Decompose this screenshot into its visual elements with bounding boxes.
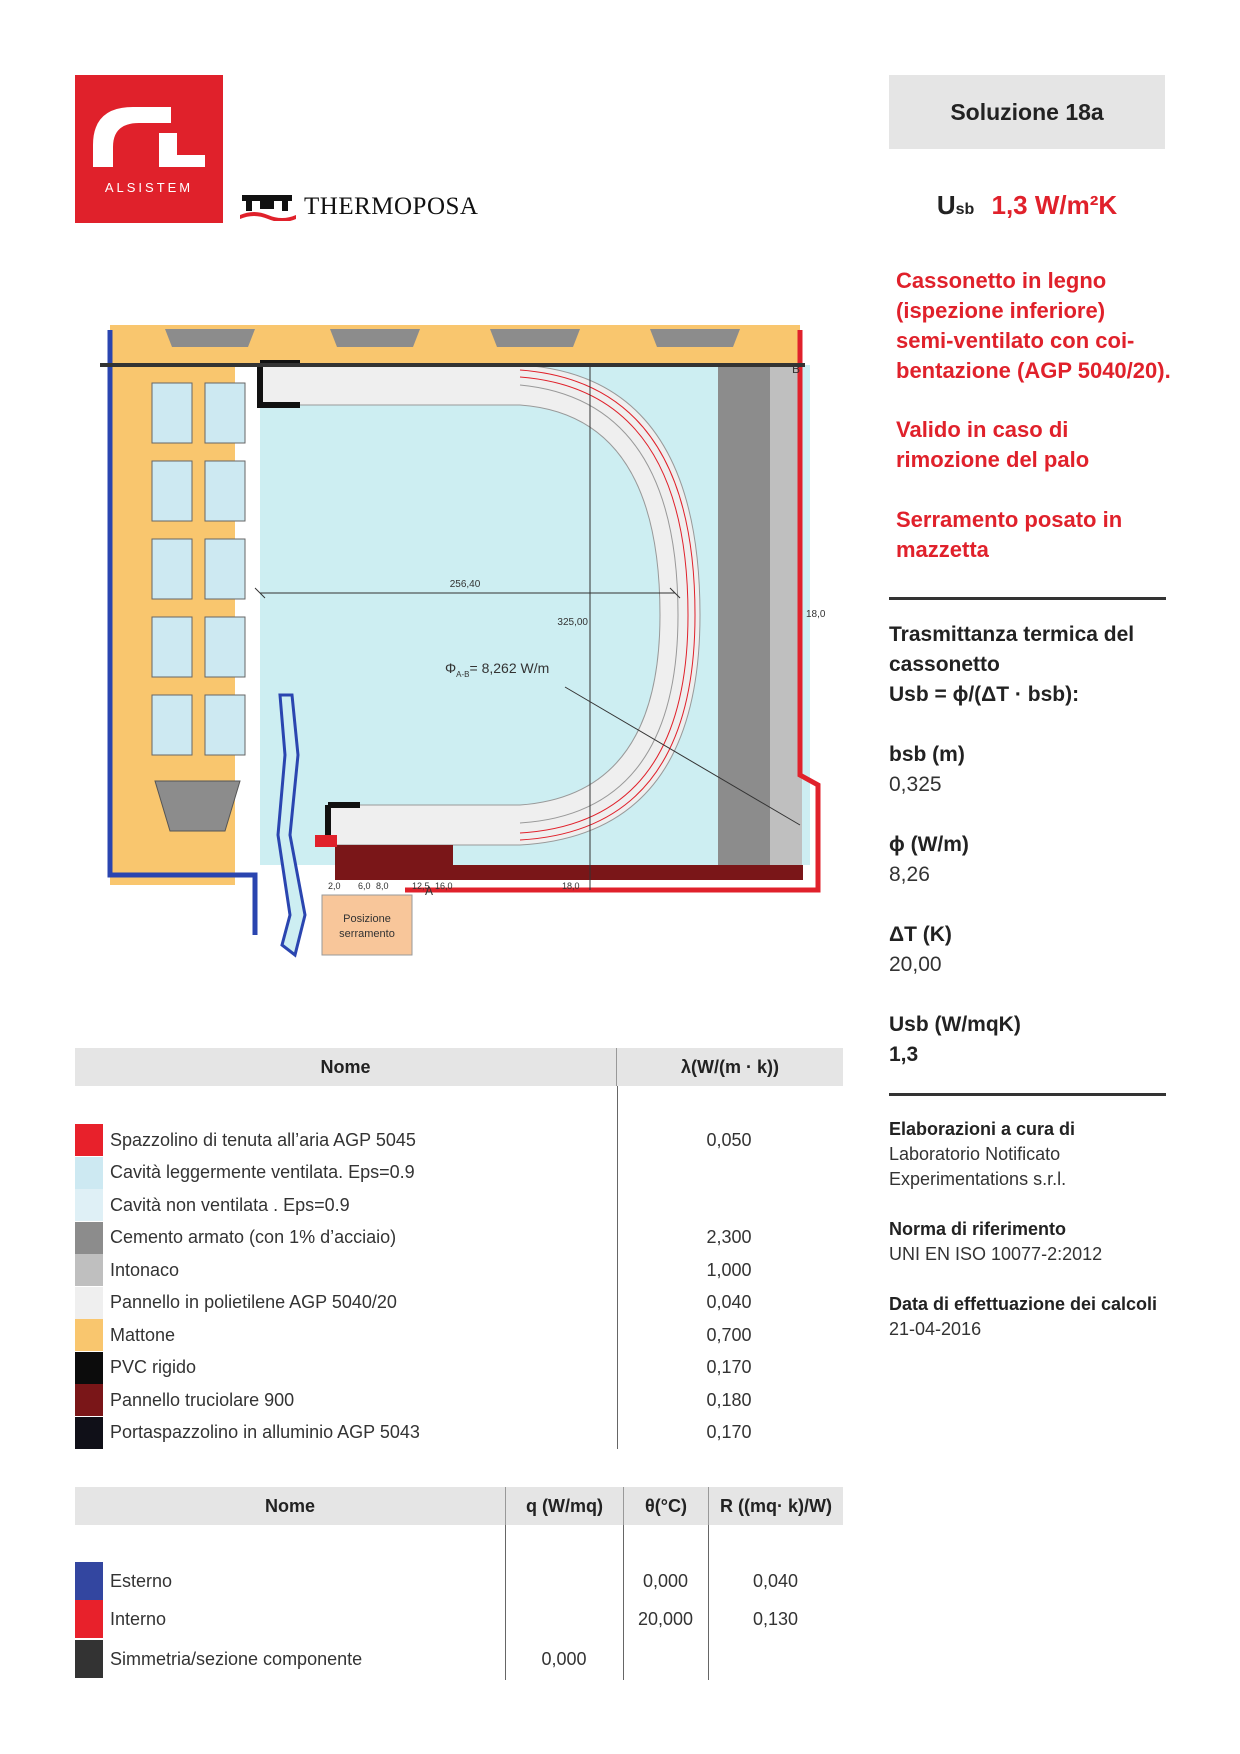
- boundary-row: [75, 1640, 845, 1678]
- col-lambda-header: λ(W/(m · k)): [681, 1056, 779, 1077]
- material-name: Portaspazzolino in alluminio AGP 5043: [110, 1422, 420, 1442]
- boundary-row: [75, 1562, 845, 1600]
- alsistem-logo: [75, 75, 223, 223]
- material-row: [75, 1254, 845, 1286]
- info-value: Laboratorio Notificato: [889, 1144, 1061, 1164]
- material-lambda: 1,000: [706, 1259, 752, 1280]
- bottom-dim: 2,0: [328, 881, 341, 891]
- usb-value: 1,3 W/m²K: [991, 190, 1118, 220]
- boundary-q: 0,000: [541, 1648, 587, 1669]
- info-value: Experimentations s.r.l.: [889, 1169, 1067, 1189]
- material-swatch: [75, 1287, 103, 1319]
- bottom-dim: 18,0: [562, 881, 580, 891]
- info-label: Norma di riferimento: [889, 1219, 1067, 1239]
- thermoposa-logo: [240, 192, 478, 222]
- material-row: [75, 1189, 845, 1221]
- chipboard-sill: [335, 845, 453, 880]
- note-line: Cassonetto in legno: [896, 268, 1107, 293]
- material-lambda: 0,050: [706, 1129, 752, 1150]
- divider: [889, 1093, 1166, 1096]
- material-name: Pannello in polietilene AGP 5040/20: [110, 1292, 397, 1312]
- divider: [889, 597, 1166, 600]
- col-r-header: R ((mq· k)/W): [720, 1495, 832, 1516]
- material-row: [75, 1157, 845, 1189]
- brand-name: THERMOPOSA: [304, 193, 479, 220]
- material-swatch: [75, 1384, 103, 1416]
- material-name: Cemento armato (con 1% d’acciaio): [110, 1227, 397, 1247]
- page-title: Soluzione 18a: [889, 75, 1165, 149]
- usb-sub: sb: [955, 201, 975, 218]
- boundary-swatch: [75, 1562, 103, 1600]
- window-label: serramento: [339, 928, 395, 940]
- brush-seal: [315, 835, 337, 847]
- brick-bottom-block: [155, 781, 240, 831]
- plaster: [770, 365, 802, 870]
- material-swatch: [75, 1189, 103, 1221]
- material-name: Cavità leggermente ventilata. Eps=0.9: [110, 1162, 415, 1182]
- window-label: Posizione: [343, 913, 391, 925]
- boundary-r: 0,130: [752, 1608, 799, 1629]
- note-1: [896, 266, 1171, 386]
- info-value: UNI EN ISO 10077-2:2012: [889, 1244, 1103, 1264]
- trasmittanza-section: [889, 620, 1165, 1070]
- note-line: (ispezione inferiore): [896, 298, 1106, 323]
- boundary-theta: 20,000: [637, 1608, 694, 1629]
- material-name: Cavità non ventilata . Eps=0.9: [110, 1194, 350, 1215]
- material-swatch: [75, 1352, 103, 1384]
- trasmittanza-formula: Usb = ϕ/(ΔT · bsb):: [889, 683, 1080, 706]
- logo-text: ALSISTEM: [104, 180, 194, 195]
- material-name: Intonaco: [110, 1259, 180, 1280]
- concrete-wall: [718, 365, 770, 870]
- trasmittanza-heading: Trasmittanza termica del: [889, 623, 1135, 646]
- dim-width-label: 256,40: [449, 579, 481, 590]
- boundary-swatch: [75, 1640, 103, 1678]
- alsistem-mark-icon: [75, 75, 223, 223]
- param-value: 20,00: [889, 953, 942, 976]
- point-a: A: [425, 884, 434, 898]
- phi-value: = 8,262 W/m: [469, 660, 550, 676]
- info-label: Data di effettuazione dei calcoli: [889, 1294, 1158, 1314]
- material-swatch: [75, 1319, 103, 1351]
- boundary-name: Esterno: [110, 1570, 173, 1591]
- param-value: 0,325: [889, 773, 942, 796]
- boundary-theta: 0,000: [642, 1570, 689, 1591]
- col-name-header: Nome: [320, 1056, 371, 1077]
- usb-headline: [889, 190, 1165, 221]
- note-2: [896, 415, 1089, 475]
- materials-table-header: [75, 1048, 843, 1086]
- param-label: ΔT (K): [889, 923, 952, 946]
- bottom-dim: 8,0: [376, 881, 389, 891]
- material-row: [75, 1222, 845, 1254]
- material-row: [75, 1287, 845, 1319]
- chipboard-bottom: [453, 865, 803, 880]
- material-swatch: [75, 1157, 103, 1189]
- material-row: [75, 1417, 845, 1449]
- point-b: B: [792, 362, 801, 376]
- info-label: Elaborazioni a cura di: [889, 1119, 1076, 1139]
- thermal-drawing: [100, 315, 830, 995]
- dim-height-label: 325,00: [557, 617, 588, 628]
- material-lambda: 0,180: [706, 1389, 752, 1410]
- note-line: bentazione (AGP 5040/20).: [896, 358, 1171, 383]
- boundary-row: [75, 1600, 845, 1638]
- material-lambda: 0,170: [706, 1357, 752, 1377]
- material-name: Pannello truciolare 900: [110, 1389, 295, 1410]
- bottom-dim: 12,5: [412, 881, 430, 891]
- note-line: Serramento posato in: [896, 507, 1123, 532]
- material-lambda: 2,300: [706, 1227, 752, 1247]
- bottom-dim: 16,0: [435, 881, 453, 891]
- material-row: [75, 1352, 845, 1384]
- param-label: Usb (W/mqK): [889, 1013, 1021, 1036]
- material-lambda: 0,700: [706, 1324, 752, 1345]
- param-label: bsb (m): [889, 743, 965, 766]
- material-swatch: [75, 1124, 103, 1156]
- param-value: 8,26: [889, 863, 930, 886]
- material-name: Mattone: [110, 1324, 176, 1345]
- phi-symbol: Φ: [445, 660, 457, 676]
- note-line: mazzetta: [896, 537, 989, 562]
- material-swatch: [75, 1254, 103, 1286]
- info-section: [889, 1117, 1179, 1342]
- note-line: Valido in caso di: [896, 417, 1069, 442]
- material-row: [75, 1384, 845, 1416]
- material-row: [75, 1319, 845, 1351]
- note-line: semi-ventilato con coi-: [896, 328, 1135, 353]
- material-row: [75, 1124, 845, 1156]
- boundary-table-header: [75, 1487, 843, 1525]
- dim-right-label: 18,0: [806, 609, 826, 620]
- trasmittanza-heading: cassonetto: [889, 653, 1000, 676]
- boundary-name: Simmetria/sezione componente: [110, 1648, 363, 1669]
- boundary-r: 0,040: [752, 1570, 799, 1591]
- param-value: 1,3: [889, 1043, 919, 1066]
- material-name: Spazzolino di tenuta all’aria AGP 5045: [110, 1129, 416, 1150]
- info-value: 21-04-2016: [889, 1319, 982, 1339]
- thermoposa-mark-icon: [240, 193, 296, 221]
- bottom-dim: 6,0: [358, 881, 371, 891]
- boundary-name: Interno: [110, 1608, 167, 1629]
- material-lambda: 0,040: [706, 1292, 752, 1312]
- note-3: [896, 505, 1122, 565]
- window-position-box: [322, 895, 412, 955]
- boundary-swatch: [75, 1600, 103, 1638]
- material-name: PVC rigido: [110, 1357, 197, 1377]
- material-lambda: 0,170: [706, 1422, 752, 1442]
- col-theta-header: θ(°C): [645, 1495, 687, 1516]
- col-name-header: Nome: [264, 1495, 315, 1516]
- phi-sub: A-B: [456, 670, 470, 679]
- param-label: ϕ (W/m): [889, 833, 969, 856]
- material-swatch: [75, 1222, 103, 1254]
- note-line: rimozione del palo: [896, 447, 1090, 472]
- usb-label: U: [936, 190, 956, 220]
- material-swatch: [75, 1417, 103, 1449]
- col-q-header: q (W/mq): [526, 1495, 603, 1516]
